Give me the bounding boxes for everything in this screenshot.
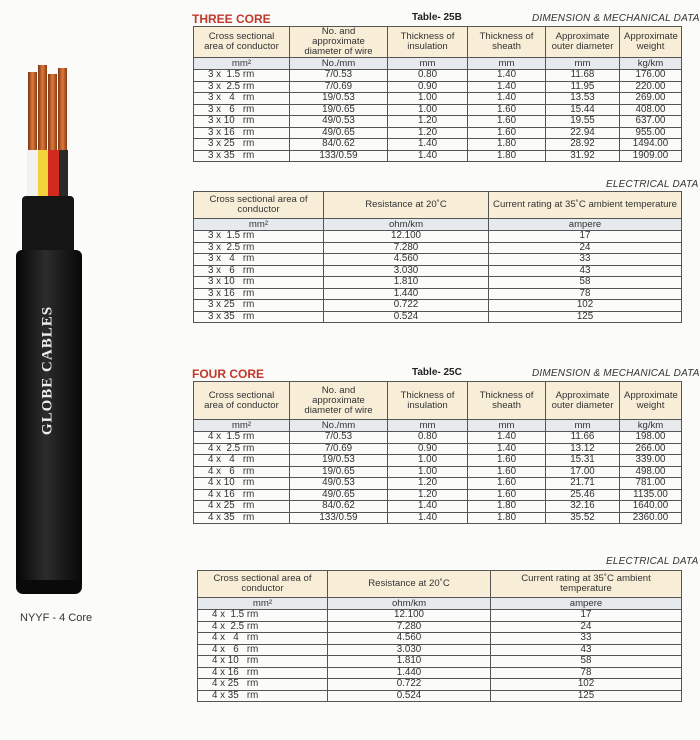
value-cell: 102 <box>489 300 682 312</box>
header-cell: Cross sectional area of conductor <box>198 571 328 598</box>
value-cell: 58 <box>489 277 682 289</box>
cable-core-yellow <box>38 150 48 200</box>
header-cell: Cross sectional area of conductor <box>194 27 290 58</box>
value-cell: 49/0.53 <box>290 478 388 490</box>
size-cell: 3 x 2.5 rm <box>194 81 290 93</box>
unit-cell: ohm/km <box>328 598 491 610</box>
unit-cell: mm <box>388 420 468 432</box>
cable-core-dark <box>59 150 68 200</box>
unit-cell: No./mm <box>290 420 388 432</box>
value-cell: 84/0.62 <box>290 501 388 513</box>
value-cell: 0.524 <box>324 311 489 323</box>
value-cell: 7/0.53 <box>290 432 388 444</box>
three-core-title: THREE CORE <box>192 12 271 26</box>
four-core-title: FOUR CORE <box>192 367 264 381</box>
value-cell: 3.030 <box>324 265 489 277</box>
value-cell: 12.100 <box>324 231 489 243</box>
units-row <box>198 598 682 610</box>
value-cell: 0.722 <box>324 300 489 312</box>
value-cell: 7.280 <box>324 242 489 254</box>
size-cell: 3 x 4 rm <box>194 93 290 105</box>
value-cell: 0.80 <box>388 432 468 444</box>
value-cell: 58 <box>491 656 682 668</box>
table-header-row <box>194 27 682 58</box>
value-cell: 32.16 <box>546 501 620 513</box>
unit-cell: No./mm <box>290 58 388 70</box>
units-row <box>194 219 682 231</box>
value-cell: 12.100 <box>328 610 491 622</box>
value-cell: 1.00 <box>388 104 468 116</box>
four-core-dimension-table <box>193 381 682 524</box>
value-cell: 408.00 <box>620 104 682 116</box>
header-cell: Approximate outer diameter <box>546 27 620 58</box>
value-cell: 198.00 <box>620 432 682 444</box>
value-cell: 1.20 <box>388 489 468 501</box>
table-row <box>198 610 682 622</box>
cable-brand: GLOBE CABLES <box>39 305 56 436</box>
table-row <box>194 70 682 82</box>
header-cell: Thickness of insulation <box>388 27 468 58</box>
size-cell: 3 x 10 rm <box>194 277 324 289</box>
value-cell: 7.280 <box>328 621 491 633</box>
table-row <box>198 644 682 656</box>
header-cell: No. and approximate diameter of wire <box>290 382 388 420</box>
size-cell: 3 x 16 rm <box>194 288 324 300</box>
value-cell: 19.55 <box>546 116 620 128</box>
value-cell: 1.60 <box>468 466 546 478</box>
table-row <box>194 311 682 323</box>
size-cell: 4 x 35 rm <box>194 512 290 524</box>
value-cell: 1.80 <box>468 139 546 151</box>
three-core-dimension-table <box>193 26 682 162</box>
size-cell: 3 x 4 rm <box>194 254 324 266</box>
four-core-elec-heading: ELECTRICAL DATA <box>606 556 699 567</box>
table-header-row <box>194 382 682 420</box>
size-cell: 3 x 16 rm <box>194 127 290 139</box>
size-cell: 4 x 25 rm <box>198 679 328 691</box>
unit-cell: ampere <box>489 219 682 231</box>
table-row <box>194 231 682 243</box>
value-cell: 35.52 <box>546 512 620 524</box>
four-core-table-label: Table- 25C <box>412 367 462 378</box>
unit-cell: mm² <box>194 420 290 432</box>
unit-cell: mm² <box>198 598 328 610</box>
value-cell: 31.92 <box>546 150 620 162</box>
three-core-electrical-table <box>193 191 682 323</box>
value-cell: 1.40 <box>468 93 546 105</box>
value-cell: 1640.00 <box>620 501 682 513</box>
table-row <box>198 633 682 645</box>
value-cell: 19/0.65 <box>290 104 388 116</box>
unit-cell: mm² <box>194 219 324 231</box>
size-cell: 3 x 6 rm <box>194 104 290 116</box>
header-cell: Thickness of sheath <box>468 382 546 420</box>
table-row <box>194 489 682 501</box>
value-cell: 498.00 <box>620 466 682 478</box>
size-cell: 3 x 6 rm <box>194 265 324 277</box>
table-row <box>194 127 682 139</box>
table-row <box>198 656 682 668</box>
table-row <box>194 455 682 467</box>
size-cell: 4 x 1.5 rm <box>198 610 328 622</box>
value-cell: 49/0.65 <box>290 489 388 501</box>
value-cell: 33 <box>491 633 682 645</box>
size-cell: 4 x 16 rm <box>198 667 328 679</box>
header-cell: Resistance at 20˚C <box>328 571 491 598</box>
header-cell: Approximate weight <box>620 382 682 420</box>
value-cell: 1.60 <box>468 489 546 501</box>
value-cell: 1.60 <box>468 127 546 139</box>
value-cell: 0.80 <box>388 70 468 82</box>
size-cell: 4 x 4 rm <box>194 455 290 467</box>
size-cell: 3 x 35 rm <box>194 150 290 162</box>
value-cell: 17 <box>491 610 682 622</box>
cable-core-copper-2 <box>38 65 47 153</box>
table-row <box>194 242 682 254</box>
unit-cell: mm <box>388 58 468 70</box>
value-cell: 1.80 <box>468 512 546 524</box>
value-cell: 11.68 <box>546 70 620 82</box>
value-cell: 1.810 <box>324 277 489 289</box>
cable-core-copper-4 <box>58 68 67 152</box>
cable-caption: NYYF - 4 Core <box>20 612 93 624</box>
units-row <box>194 58 682 70</box>
value-cell: 11.66 <box>546 432 620 444</box>
table-row <box>194 288 682 300</box>
table-header-row <box>198 571 682 598</box>
value-cell: 21.71 <box>546 478 620 490</box>
value-cell: 13.53 <box>546 93 620 105</box>
value-cell: 15.31 <box>546 455 620 467</box>
value-cell: 7/0.69 <box>290 443 388 455</box>
header-cell: Thickness of sheath <box>468 27 546 58</box>
header-cell: Cross sectional area of conductor <box>194 192 324 219</box>
table-row <box>194 466 682 478</box>
value-cell: 1.40 <box>468 443 546 455</box>
value-cell: 0.524 <box>328 690 491 702</box>
table-row <box>194 104 682 116</box>
cable-inner-sheath <box>22 196 74 256</box>
table-row <box>194 93 682 105</box>
value-cell: 1.40 <box>388 150 468 162</box>
value-cell: 78 <box>489 288 682 300</box>
four-core-dim-heading: DIMENSION & MECHANICAL DATA <box>532 368 700 379</box>
value-cell: 1.80 <box>468 501 546 513</box>
value-cell: 3.030 <box>328 644 491 656</box>
value-cell: 22.94 <box>546 127 620 139</box>
value-cell: 25.46 <box>546 489 620 501</box>
value-cell: 1.40 <box>468 432 546 444</box>
three-core-table-label: Table- 25B <box>412 12 462 23</box>
size-cell: 4 x 1.5 rm <box>194 432 290 444</box>
table-row <box>194 512 682 524</box>
table-row <box>194 300 682 312</box>
size-cell: 4 x 4 rm <box>198 633 328 645</box>
value-cell: 49/0.65 <box>290 127 388 139</box>
size-cell: 3 x 1.5 rm <box>194 231 324 243</box>
value-cell: 33 <box>489 254 682 266</box>
cable-core-copper-1 <box>28 72 37 152</box>
value-cell: 13.12 <box>546 443 620 455</box>
table-row <box>194 81 682 93</box>
value-cell: 1.40 <box>468 70 546 82</box>
value-cell: 1.60 <box>468 104 546 116</box>
value-cell: 1494.00 <box>620 139 682 151</box>
units-row <box>194 420 682 432</box>
size-cell: 3 x 25 rm <box>194 300 324 312</box>
value-cell: 1.440 <box>328 667 491 679</box>
value-cell: 49/0.53 <box>290 116 388 128</box>
header-cell: Current rating at 35˚C ambient temperature <box>491 571 682 598</box>
cable-core-copper-3 <box>48 74 57 152</box>
value-cell: 1.40 <box>388 139 468 151</box>
value-cell: 7/0.53 <box>290 70 388 82</box>
table-row <box>194 501 682 513</box>
table-row <box>194 277 682 289</box>
value-cell: 0.90 <box>388 443 468 455</box>
value-cell: 1.20 <box>388 127 468 139</box>
value-cell: 133/0.59 <box>290 150 388 162</box>
table-row <box>194 150 682 162</box>
value-cell: 220.00 <box>620 81 682 93</box>
value-cell: 133/0.59 <box>290 512 388 524</box>
value-cell: 15.44 <box>546 104 620 116</box>
value-cell: 1.00 <box>388 455 468 467</box>
cable-core-white <box>27 150 38 200</box>
value-cell: 1.40 <box>468 81 546 93</box>
value-cell: 17 <box>489 231 682 243</box>
value-cell: 637.00 <box>620 116 682 128</box>
table-row <box>194 443 682 455</box>
value-cell: 11.95 <box>546 81 620 93</box>
value-cell: 1.60 <box>468 455 546 467</box>
unit-cell: kg/km <box>620 420 682 432</box>
value-cell: 1.20 <box>388 478 468 490</box>
size-cell: 4 x 10 rm <box>198 656 328 668</box>
value-cell: 43 <box>489 265 682 277</box>
size-cell: 3 x 35 rm <box>194 311 324 323</box>
value-cell: 1.40 <box>388 512 468 524</box>
size-cell: 3 x 1.5 rm <box>194 70 290 82</box>
value-cell: 269.00 <box>620 93 682 105</box>
unit-cell: ohm/km <box>324 219 489 231</box>
value-cell: 1.60 <box>468 478 546 490</box>
value-cell: 125 <box>491 690 682 702</box>
size-cell: 4 x 2.5 rm <box>198 621 328 633</box>
unit-cell: mm <box>468 58 546 70</box>
value-cell: 24 <box>489 242 682 254</box>
three-core-dim-heading: DIMENSION & MECHANICAL DATA <box>532 13 700 24</box>
three-core-elec-heading: ELECTRICAL DATA <box>606 179 699 190</box>
value-cell: 1.440 <box>324 288 489 300</box>
value-cell: 1909.00 <box>620 150 682 162</box>
unit-cell: ampere <box>491 598 682 610</box>
value-cell: 19/0.65 <box>290 466 388 478</box>
table-row <box>194 432 682 444</box>
unit-cell: mm <box>546 420 620 432</box>
header-cell: Approximate outer diameter <box>546 382 620 420</box>
value-cell: 176.00 <box>620 70 682 82</box>
value-cell: 7/0.69 <box>290 81 388 93</box>
header-cell: Resistance at 20˚C <box>324 192 489 219</box>
value-cell: 0.722 <box>328 679 491 691</box>
four-core-electrical-table <box>197 570 682 702</box>
table-row <box>198 621 682 633</box>
value-cell: 1.810 <box>328 656 491 668</box>
value-cell: 955.00 <box>620 127 682 139</box>
size-cell: 4 x 16 rm <box>194 489 290 501</box>
table-row <box>194 116 682 128</box>
size-cell: 3 x 25 rm <box>194 139 290 151</box>
value-cell: 4.560 <box>324 254 489 266</box>
value-cell: 1.40 <box>388 501 468 513</box>
unit-cell: kg/km <box>620 58 682 70</box>
unit-cell: mm <box>546 58 620 70</box>
header-cell: Approximate weight <box>620 27 682 58</box>
table-row <box>194 265 682 277</box>
size-cell: 4 x 35 rm <box>198 690 328 702</box>
size-cell: 4 x 2.5 rm <box>194 443 290 455</box>
value-cell: 102 <box>491 679 682 691</box>
header-cell: Thickness of insulation <box>388 382 468 420</box>
size-cell: 4 x 6 rm <box>194 466 290 478</box>
table-row <box>198 690 682 702</box>
value-cell: 266.00 <box>620 443 682 455</box>
table-row <box>198 667 682 679</box>
size-cell: 4 x 6 rm <box>198 644 328 656</box>
value-cell: 84/0.62 <box>290 139 388 151</box>
value-cell: 1.60 <box>468 116 546 128</box>
value-cell: 0.90 <box>388 81 468 93</box>
header-cell: No. and approximate diameter of wire <box>290 27 388 58</box>
size-cell: 4 x 25 rm <box>194 501 290 513</box>
size-cell: 3 x 2.5 rm <box>194 242 324 254</box>
table-row <box>194 139 682 151</box>
value-cell: 1135.00 <box>620 489 682 501</box>
value-cell: 19/0.53 <box>290 93 388 105</box>
header-cell: Cross sectional area of conductor <box>194 382 290 420</box>
header-cell: Current rating at 35˚C ambient temperature <box>489 192 682 219</box>
table-row <box>194 478 682 490</box>
table-row <box>194 254 682 266</box>
value-cell: 2360.00 <box>620 512 682 524</box>
value-cell: 339.00 <box>620 455 682 467</box>
cable-core-red <box>48 150 59 200</box>
value-cell: 17.00 <box>546 466 620 478</box>
value-cell: 24 <box>491 621 682 633</box>
value-cell: 781.00 <box>620 478 682 490</box>
unit-cell: mm² <box>194 58 290 70</box>
value-cell: 4.560 <box>328 633 491 645</box>
value-cell: 1.00 <box>388 466 468 478</box>
table-header-row <box>194 192 682 219</box>
value-cell: 19/0.53 <box>290 455 388 467</box>
value-cell: 1.20 <box>388 116 468 128</box>
value-cell: 43 <box>491 644 682 656</box>
value-cell: 125 <box>489 311 682 323</box>
size-cell: 4 x 10 rm <box>194 478 290 490</box>
size-cell: 3 x 10 rm <box>194 116 290 128</box>
value-cell: 78 <box>491 667 682 679</box>
value-cell: 1.00 <box>388 93 468 105</box>
value-cell: 1.80 <box>468 150 546 162</box>
value-cell: 28.92 <box>546 139 620 151</box>
table-row <box>198 679 682 691</box>
unit-cell: mm <box>468 420 546 432</box>
